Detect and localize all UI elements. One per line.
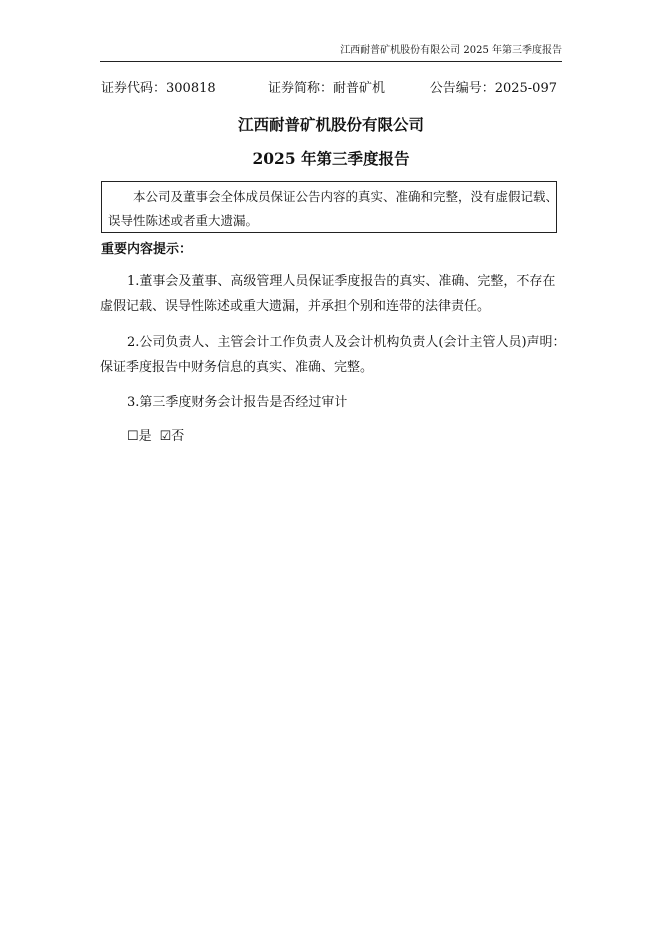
audit-options — [127, 427, 192, 447]
important-heading: 重要内容提示： — [101, 242, 193, 257]
item-1 — [100, 269, 562, 319]
notice-line-2: 误导性陈述或者重大遗漏。 — [108, 213, 259, 228]
item-2-line-2: 保证季度报告中财务信息的真实、准确、完整。 — [100, 360, 374, 375]
header-rule — [100, 61, 562, 62]
audit-yes-checkbox[interactable]: ☐是 — [127, 429, 152, 444]
item-1-line-2: 虚假记载、误导性陈述或重大遗漏，并承担个别和连带的法律责任。 — [100, 299, 491, 314]
notice-box — [101, 181, 557, 233]
notice-line-1: 本公司及董事会全体成员保证公告内容的真实、准确和完整，没有虚假记载、 — [133, 189, 559, 204]
item-1-line-1: 1.董事会及董事、高级管理人员保证季度报告的真实、准确、完整，不存在 — [127, 274, 556, 289]
running-header: 江西耐普矿机股份有限公司 2025 年第三季度报告 — [340, 45, 562, 56]
stock-code: 证券代码：300818 — [101, 81, 216, 96]
item-3: 3.第三季度财务会计报告是否经过审计 — [127, 395, 348, 410]
item-2-line-1: 2.公司负责人、主管会计工作负责人及会计机构负责人(会计主管人员)声明： — [127, 335, 566, 350]
audit-no-checkbox[interactable]: ☑否 — [159, 429, 185, 444]
report-title: 2025 年第三季度报告 — [252, 149, 410, 168]
item-2 — [100, 330, 566, 380]
stock-abbreviation: 证券简称：耐普矿机 — [268, 81, 386, 96]
company-title: 江西耐普矿机股份有限公司 — [237, 115, 424, 134]
announcement-number: 公告编号：2025-097 — [429, 81, 557, 96]
